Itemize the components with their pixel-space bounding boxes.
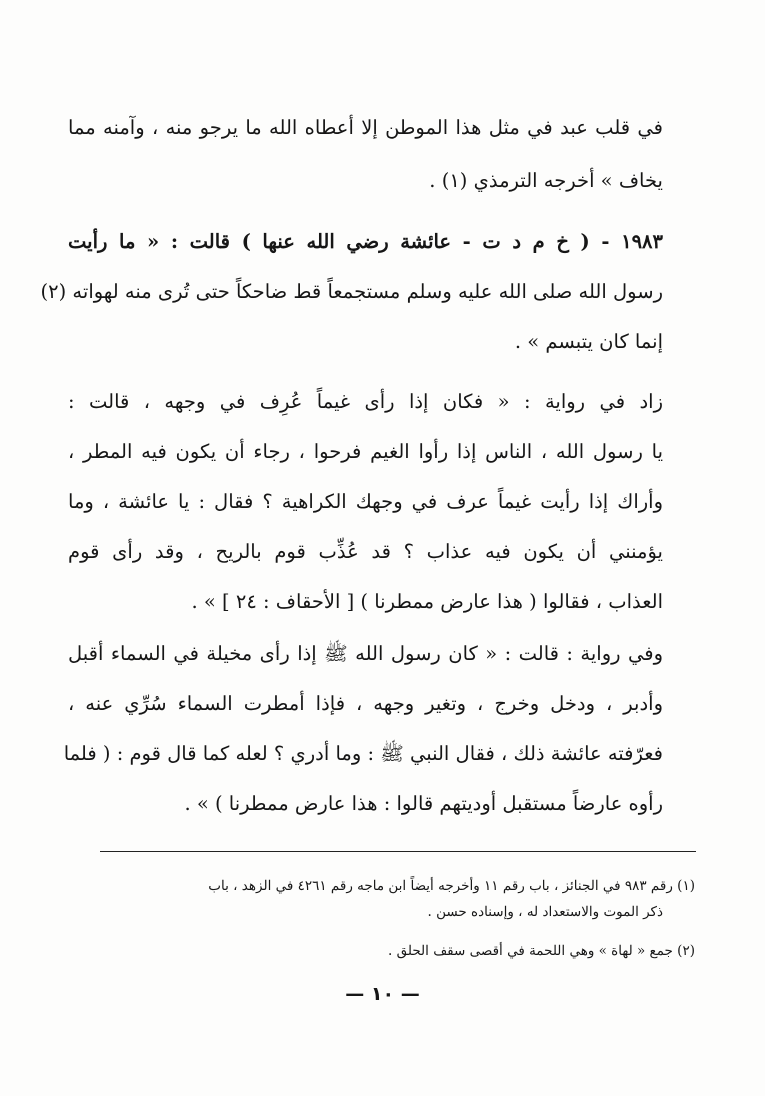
footnote: (١) رقم ٩٨٣ في الجنائز ، باب رقم ١١ وأخرجه أيضاً ابن ماجه رقم ٤٢٦١ في الزهد ، باب bbox=[208, 878, 695, 894]
text-line: العذاب ، فقالوا ( هذا عارض ممطرنا ) [ الأحقاف : ٢٤ ] » . bbox=[191, 590, 663, 613]
text-line: رأوه عارضاً مستقبل أوديتهم قالوا : هذا عارض ممطرنا ) » . bbox=[184, 792, 663, 815]
text-line: في قلب عبد في مثل هذا الموطن إلا أعطاه الله ما يرجو منه ، وآمنه مما bbox=[68, 116, 663, 139]
page-number: — ١٠ — bbox=[345, 983, 420, 1005]
text-line: وفي رواية : قالت : « كان رسول الله ﷺ إذا رأى مخيلة في السماء أقبل bbox=[68, 642, 663, 665]
text-line: يؤمنني أن يكون فيه عذاب ؟ قد عُذِّب قوم بالريح ، وقد رأى قوم bbox=[68, 540, 663, 563]
footnote-separator bbox=[100, 851, 696, 852]
text-line: يا رسول الله ، الناس إذا رأوا الغيم فرحوا ، رجاء أن يكون فيه المطر ، bbox=[68, 440, 663, 463]
text-line: يخاف » أخرجه الترمذي (١) . bbox=[429, 169, 663, 192]
text-line: رسول الله صلى الله عليه وسلم مستجمعاً قط ضاحكاً حتى تُرى منه لهواته (٢) bbox=[40, 280, 663, 303]
text-line: وأدبر ، ودخل وخرج ، وتغير وجهه ، فإذا أمطرت السماء سُرِّي عنه ، bbox=[68, 692, 663, 715]
text-line: زاد في رواية : « فكان إذا رأى غيماً عُرِف في وجهه ، قالت : bbox=[68, 390, 663, 413]
footnote: ذكر الموت والاستعداد له ، وإسناده حسن . bbox=[427, 904, 663, 920]
text-line: فعرّفته عائشة ذلك ، فقال النبي ﷺ : وما أدري ؟ لعله كما قال قوم : ( فلما bbox=[63, 742, 663, 765]
text-line: وأراك إذا رأيت غيماً عرف في وجهك الكراهية ؟ فقال : يا عائشة ، وما bbox=[68, 490, 663, 513]
hadith-heading: ١٩٨٣ - ( خ م د ت - عائشة رضي الله عنها ) قالت : « ما رأيت bbox=[68, 230, 663, 253]
footnote: (٢) جمع « لهاة » وهي اللحمة في أقصى سقف الحلق . bbox=[388, 943, 695, 959]
text-line: إنما كان يتبسم » . bbox=[514, 330, 663, 353]
